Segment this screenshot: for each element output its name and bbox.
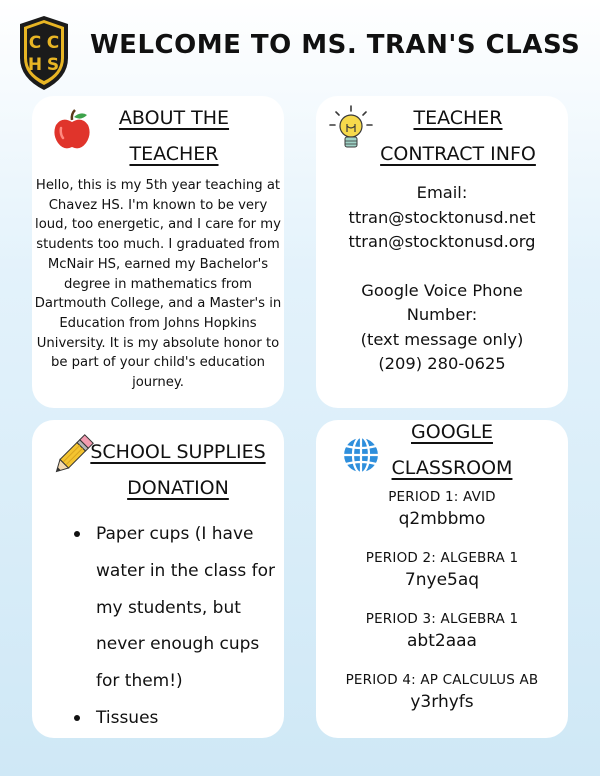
email-label: Email: [416,183,468,202]
period-label: PERIOD 4: AP CALCULUS AB [345,672,539,688]
email-link-org[interactable]: ttran@stocktonusd.org [348,232,536,251]
contact-heading: TEACHER CONTRACT INFO [380,107,536,165]
list-item [316,488,568,532]
phone-number: (209) 280-0625 [378,354,506,373]
email-link-net[interactable]: ttran@stocktonusd.net [348,207,536,227]
phone-label: Number: [406,305,478,324]
list-item [316,671,568,715]
school-supplies-card [32,420,284,738]
phone-label: Google Voice Phone [361,280,523,300]
list-item [316,610,568,654]
list-item: Paper cups (I have water in the class for my students, but never enough cups for them!) [70,516,280,700]
google-classroom-card [316,420,568,738]
class-code: 7nye5aq [404,570,480,590]
logo-letter: C [28,33,42,53]
contact-details [316,181,568,377]
teacher-contact-card [316,96,568,408]
class-codes-list [316,488,568,732]
logo-letter: S [46,55,60,75]
classroom-heading: GOOGLE CLASSROOM [391,421,513,479]
phone-note: (text message only) [360,329,524,349]
list-item: Tissues [70,700,280,737]
school-shield-logo [18,14,70,92]
class-code: y3rhyfs [410,692,474,712]
about-body: Hello, this is my 5th year teaching at Chavez HS. I'm known to be very loud, too energetic, and I care for my students too much. I graduated from McNair HS, earned my Bachelor's degree in mathematics from Dartmouth College, and a Master's in Education from Johns Hopkins University. It is my absolute honor to be part of your child's education journey. [34,178,282,391]
page-title: WELCOME TO MS. TRAN'S CLASS [90,30,581,60]
logo-letter: H [27,55,43,75]
supplies-list [70,516,280,737]
period-label: PERIOD 2: ALGEBRA 1 [365,550,519,566]
about-teacher-card [32,96,284,408]
period-label: PERIOD 3: ALGEBRA 1 [365,611,519,627]
supplies-heading: SCHOOL SUPPLIES DONATION [90,441,266,499]
list-item [316,549,568,593]
about-heading: ABOUT THE TEACHER [118,107,230,165]
period-label: PERIOD 1: AVID [388,489,496,505]
logo-letter: C [46,33,60,53]
class-code: q2mbbmo [398,509,486,529]
class-code: abt2aaa [407,631,477,651]
